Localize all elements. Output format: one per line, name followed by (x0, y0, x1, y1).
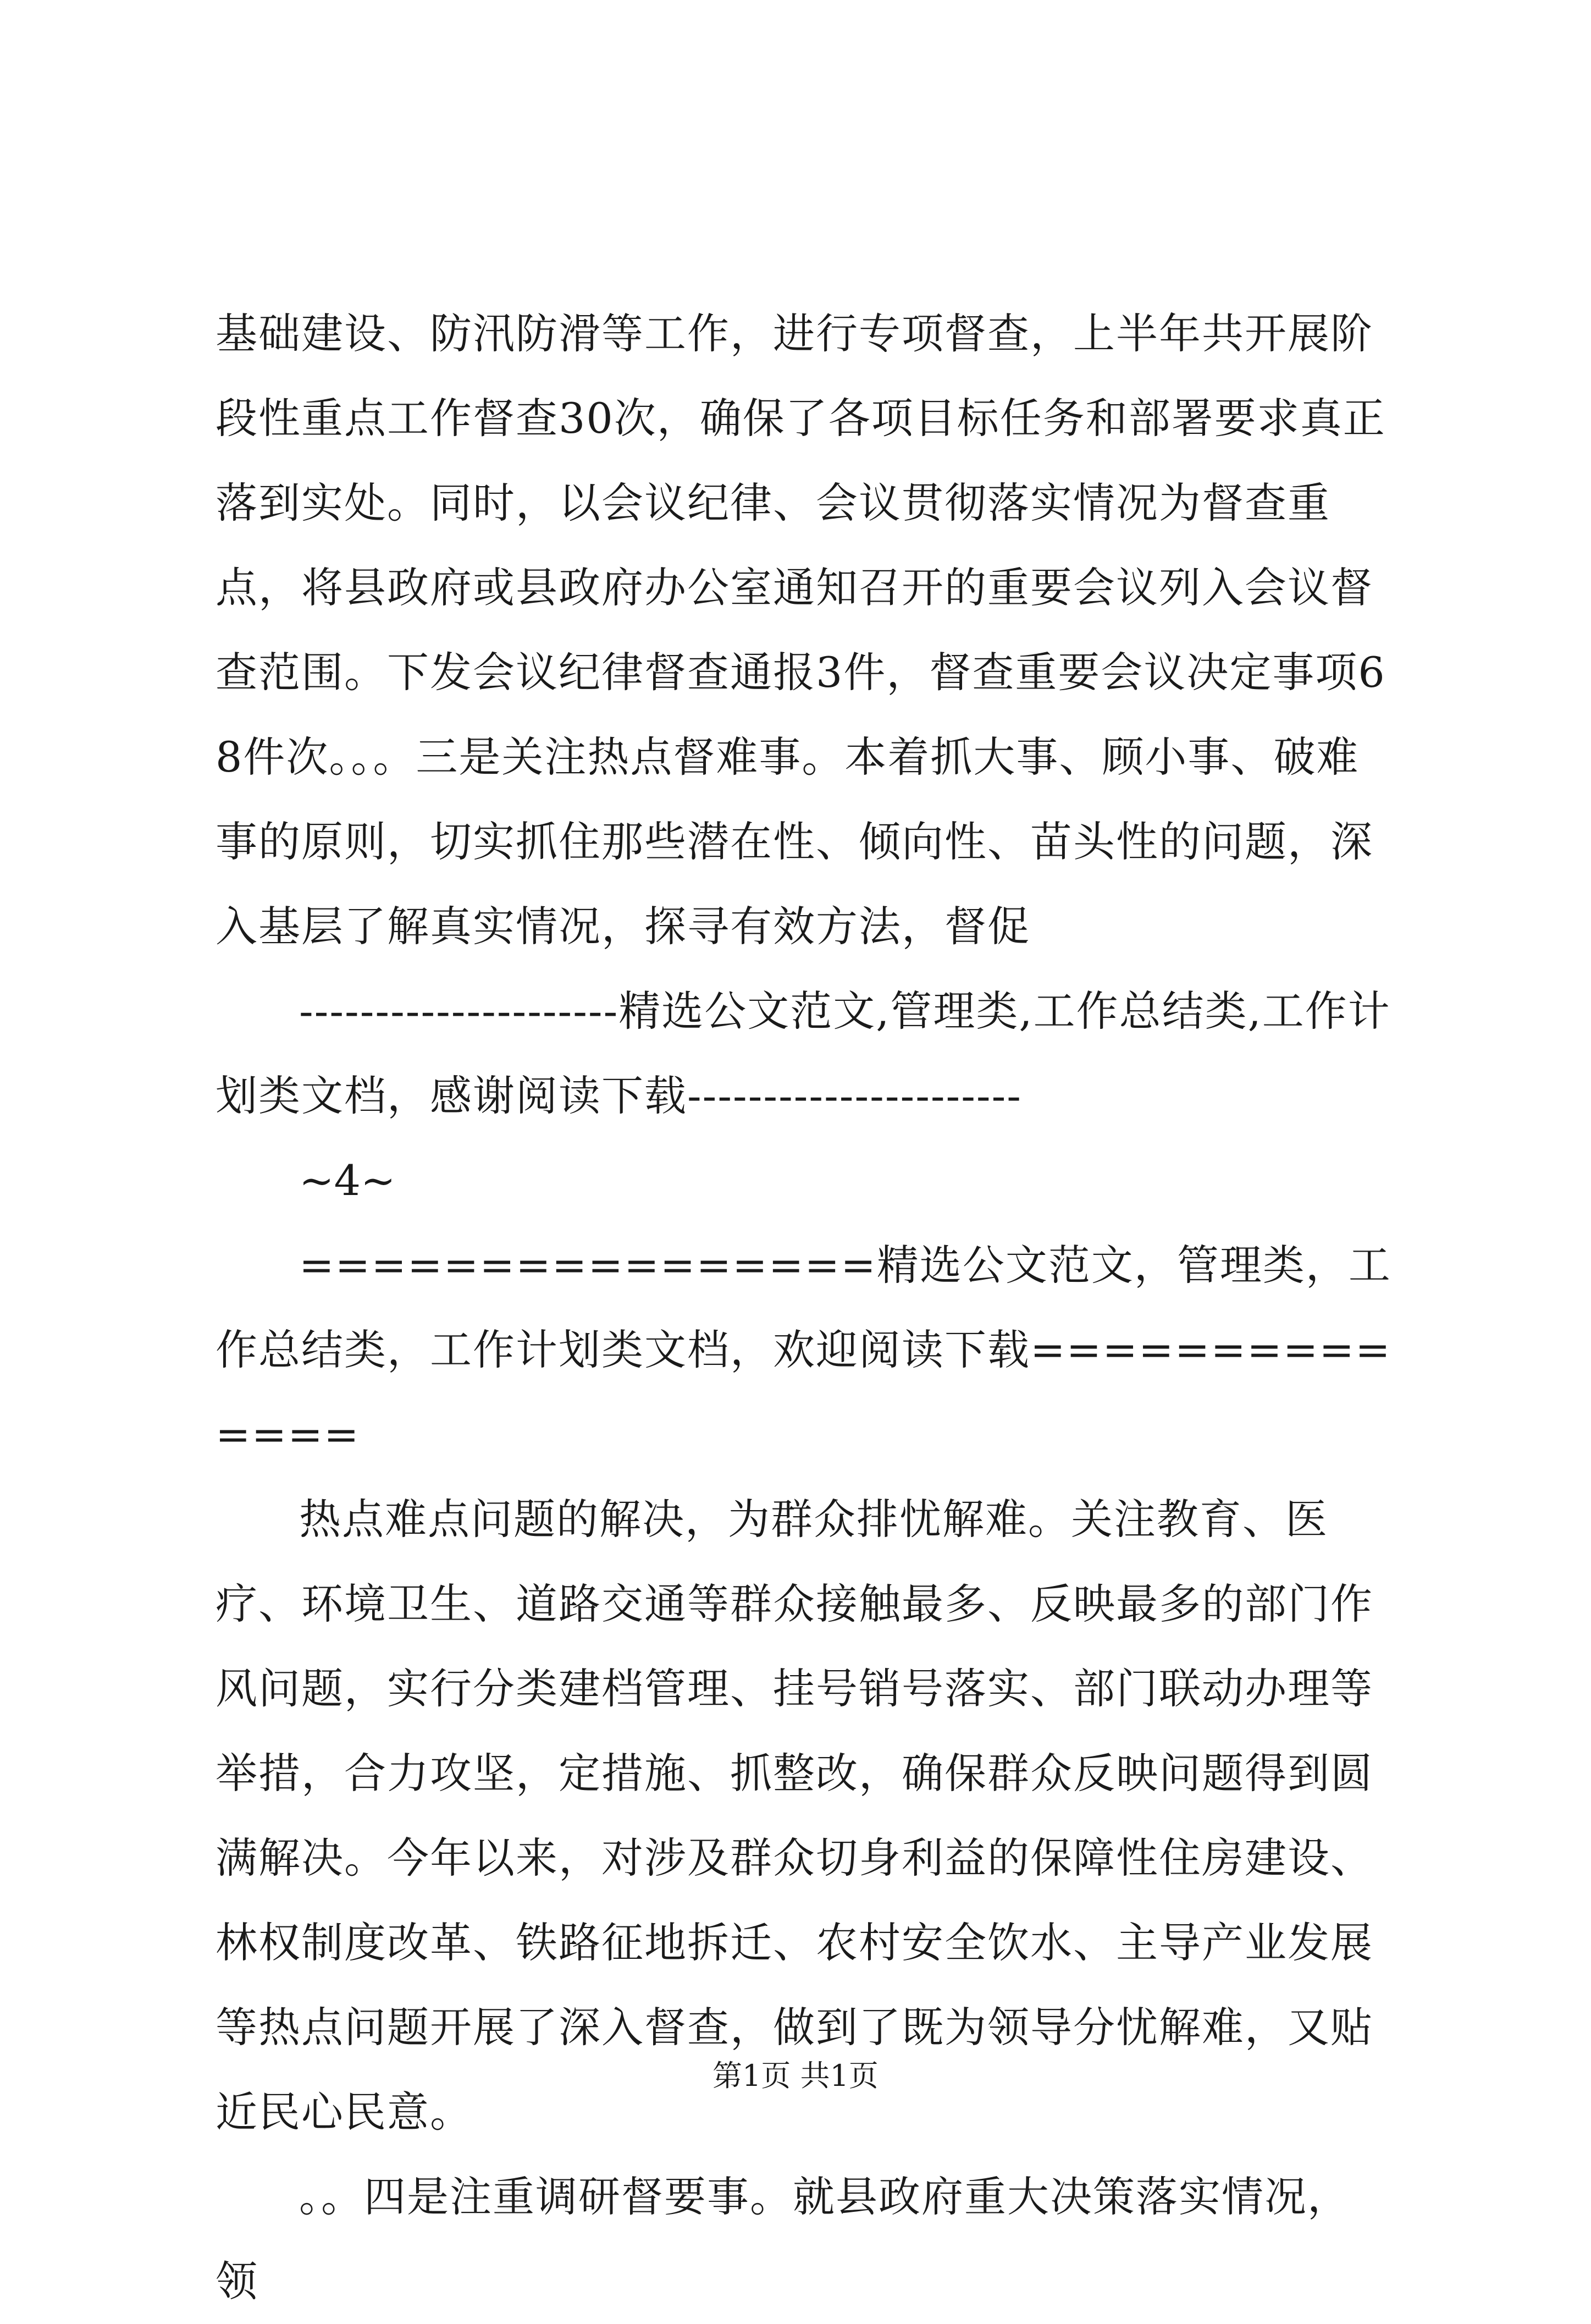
paragraph-2: 热点难点问题的解决，为群众排忧解难。关注教育、医疗、环境卫生、道路交通等群众接触最多、反映最多的部门作风问题，实行分类建档管理、挂号销号落实、部门联动办理等举措，合力攻坚，定措施、抓整改，确保群众反映问题得到圆满解决。今年以来，对涉及群众切身利益的保障性住房建设、林权制度改革、铁路征地拆迁、农村安全饮水、主导产业发展等热点问题开展了深入督查，做到了既为领导分忧解难，又贴近民心民意。 (216, 1495, 1373, 2136)
paragraph-1: 基础建设、防汛防滑等工作，进行专项督查，上半年共开展阶段性重点工作督查30次，确保了各项目标任务和部署要求真正落到实处。同时，以会议纪律、会议贯彻落实情况为督查重点，将县政府或县政府办公室通知召开的重要会议列入会议督查范围。下发会议纪律督查通报3件，督查重要会议决定事项68件次。。。三是关注热点督难事。本着抓大事、顾小事、破难事的原则，切实抓住那些潜在性、倾向性、苗头性的问题，深入基层了解真实情况，探寻有效方法，督促 (216, 309, 1386, 951)
paragraph-3: 。。四是注重调研督要事。就县政府重大决策落实情况，领 (216, 2172, 1350, 2306)
page-marker: ~4~ (299, 1156, 396, 1205)
document-body (216, 291, 1392, 2324)
banner-download-dashes: ---------------------精选公文范文,管理类,工作总结类,工作计划类文档，感谢阅读下载---------------------- (216, 987, 1391, 1120)
banner-download-equals: ================精选公文范文，管理类，工作总结类，工作计划类文档，欢迎阅读下载============== (216, 1241, 1391, 1459)
page-footer: 第1页 共1页 (712, 2058, 879, 2093)
